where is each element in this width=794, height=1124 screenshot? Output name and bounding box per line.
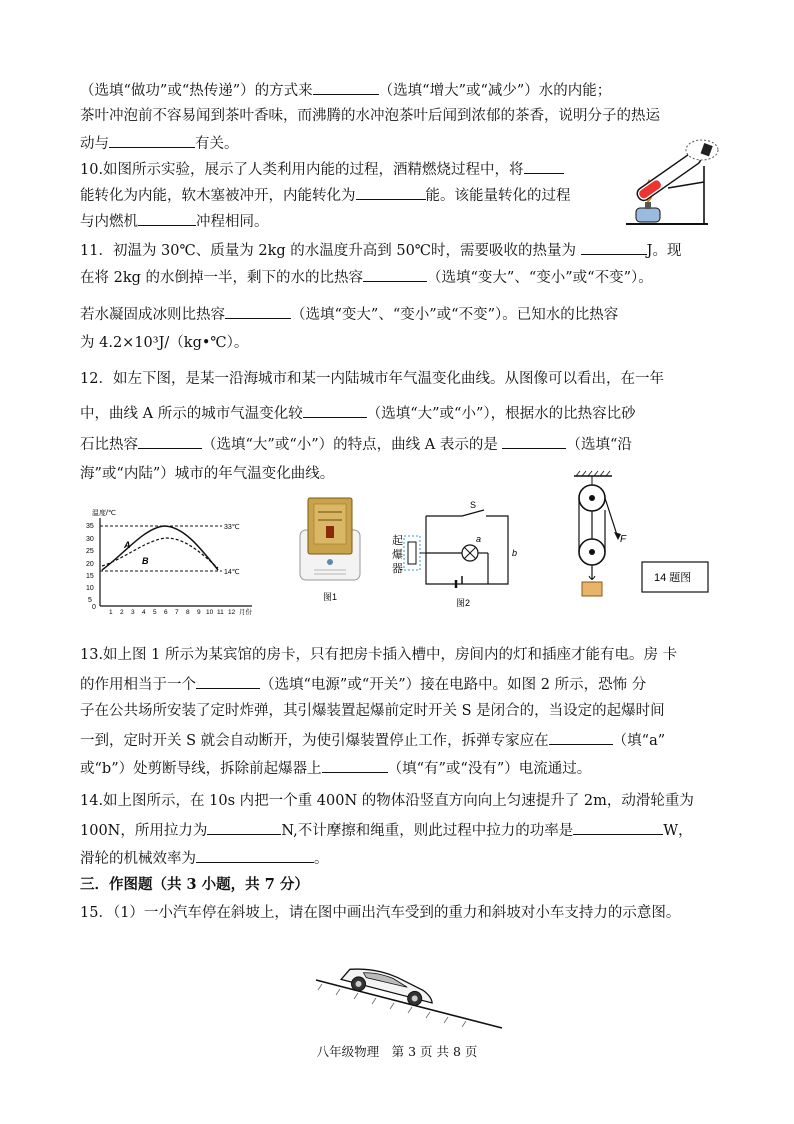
svg-text:5: 5 — [88, 597, 92, 604]
svg-text:5: 5 — [153, 609, 157, 616]
question-15: 15．（1）一小汽车停在斜坡上，请在图中画出汽车受到的重力和斜坡对小车支持力的示意图。 — [80, 905, 681, 921]
fig2-caption: 图2 — [456, 598, 471, 608]
answer-blank[interactable] — [363, 265, 427, 282]
text-line: 子在公共场所安装了定时炸弹，其引爆装置起爆前定时开关 S 是闭合的，当设定的起爆时间 — [80, 703, 665, 719]
y-axis-label: 温度/℃ — [92, 510, 116, 517]
high-temp-label: 33℃ — [224, 524, 240, 531]
question-13: 13.如上图 1 所示为某宾馆的房卡，只有把房卡插入槽中，房间内的灯和插座才能有电。房 卡 — [80, 647, 678, 663]
svg-text:8: 8 — [186, 609, 190, 616]
text-line: 中，曲线 A 所示的城市气温变化较 （选填“大”或“小”），根据水的比热容比砂 — [80, 401, 636, 425]
text-line: 茶叶冲泡前不容易闻到茶叶香味，而沸腾的水冲泡茶叶后闻到浓郁的茶香，说明分子的热运 — [80, 108, 660, 124]
svg-text:2: 2 — [120, 609, 124, 616]
text-line: 滑轮的机械效率为 。 — [80, 846, 329, 870]
svg-text:25: 25 — [86, 548, 94, 555]
svg-text:10: 10 — [86, 585, 94, 592]
svg-text:12: 12 — [228, 609, 236, 616]
text-line: 动与 有关。 — [80, 131, 239, 155]
question-11: 11．初温为 30℃、质量为 2kg 的水温度升高到 50℃时，需要吸收的热量为 J。现 — [80, 238, 681, 262]
answer-blank[interactable] — [109, 131, 195, 148]
point-b-label: b — [512, 548, 518, 558]
text-line: 若水凝固成冰则比热容 （选填“变大”、“变小”或“不变”）。已知水的比热容 — [80, 302, 618, 326]
svg-text:器: 器 — [392, 563, 403, 575]
svg-text:0: 0 — [92, 604, 96, 611]
svg-text:9: 9 — [197, 609, 201, 616]
svg-text:A: A — [124, 540, 131, 550]
svg-text:20: 20 — [86, 561, 94, 568]
text-line: 海”或“内陆”）城市的年气温变化曲线。 — [80, 466, 335, 482]
switch-label: S — [470, 500, 477, 510]
answer-blank[interactable] — [313, 78, 379, 95]
temperature-chart — [84, 506, 274, 618]
answer-blank[interactable] — [138, 432, 202, 449]
question-10: 10.如图所示实验，展示了人类利用内能的过程，酒精燃烧过程中，将 — [80, 157, 564, 181]
answer-blank[interactable] — [502, 432, 566, 449]
answer-blank[interactable] — [303, 401, 367, 418]
page-footer: 八年级物理 第 3 页 共 8 页 — [316, 1044, 478, 1059]
text-line: 能转化为内能，软木塞被冲开，内能转化为 能。该能量转化的过程 — [80, 183, 571, 207]
answer-blank[interactable] — [581, 238, 647, 255]
room-card-figure — [290, 496, 370, 610]
low-temp-label: 14℃ — [224, 569, 240, 576]
question-12: 12．如左下图，是某一沿海城市和某一内陆城市年气温变化曲线。从图像可以看出，在一年 — [80, 371, 664, 387]
curve-b — [102, 538, 218, 568]
answer-blank[interactable] — [196, 672, 260, 689]
svg-text:7: 7 — [175, 609, 179, 616]
text-line: （选填“做功”或“热传递”）的方式来 （选填“增大”或“减少”）水的内能； — [80, 78, 611, 102]
answer-blank[interactable] — [196, 846, 314, 863]
text-line: 一到，定时开关 S 就会自动断开，为使引爆装置停止工作，拆弹专家应在 （填“a” — [80, 728, 665, 752]
pulley-figure — [562, 470, 712, 610]
text-line: 在将 2kg 的水倒掉一半，剩下的水的比热容 （选填“变大”、“变小”或“不变”）。 — [80, 265, 653, 289]
answer-blank[interactable] — [322, 756, 388, 773]
svg-text:B: B — [142, 556, 149, 566]
text-line: 或“b”）处剪断导线，拆除前起爆器上 （填“有”或“没有”）电流通过。 — [80, 756, 591, 780]
car-on-slope-figure — [310, 950, 510, 1030]
svg-text:1: 1 — [109, 609, 113, 616]
svg-text:爆: 爆 — [392, 549, 403, 561]
text-line: 与内燃机 冲程相同。 — [80, 209, 269, 233]
answer-blank[interactable] — [549, 728, 613, 745]
svg-text:30: 30 — [86, 536, 94, 543]
svg-text:4: 4 — [142, 609, 146, 616]
circuit-figure — [390, 498, 530, 610]
text-line: 100N，所用拉力为 N,不计摩擦和绳重，则此过程中拉力的功率是 W， — [80, 818, 693, 842]
fig1-caption: 图1 — [323, 592, 338, 602]
svg-text:3: 3 — [131, 609, 135, 616]
answer-blank[interactable] — [524, 157, 564, 174]
svg-text:15: 15 — [86, 573, 94, 580]
svg-text:6: 6 — [164, 609, 168, 616]
text-line: 的作用相当于一个 （选填“电源”或“开关”）接在电路中。如图 2 所示，恐怖 分 — [80, 672, 646, 696]
answer-blank[interactable] — [573, 818, 663, 835]
section-heading: 三．作图题（共 3 小题，共 7 分） — [80, 876, 309, 893]
answer-blank[interactable] — [207, 818, 281, 835]
test-tube-figure — [612, 136, 722, 228]
answer-blank[interactable] — [225, 302, 291, 319]
y-ticks — [86, 523, 96, 611]
force-label: F — [620, 534, 627, 545]
point-a-label: a — [476, 534, 482, 544]
text-line: 为 4.2×10³J/（kg•℃）。 — [80, 335, 249, 351]
svg-text:10: 10 — [206, 609, 214, 616]
answer-blank[interactable] — [356, 183, 426, 200]
question-14: 14.如上图所示，在 10s 内把一个重 400N 的物体沿竖直方向向上匀速提升了 2m，动滑轮重为 — [80, 793, 694, 809]
answer-blank[interactable] — [138, 209, 196, 226]
x-ticks — [109, 607, 253, 616]
svg-text:月份: 月份 — [239, 609, 252, 616]
svg-text:35: 35 — [86, 523, 94, 530]
text-line: 石比热容 （选填“大”或“小”）的特点，曲线 A 表示的是 （选填“沿 — [80, 432, 632, 456]
svg-text:起: 起 — [392, 535, 403, 547]
pulley-caption: 14 题图 — [654, 572, 692, 584]
curve-a — [102, 526, 218, 570]
svg-text:11: 11 — [217, 609, 224, 616]
